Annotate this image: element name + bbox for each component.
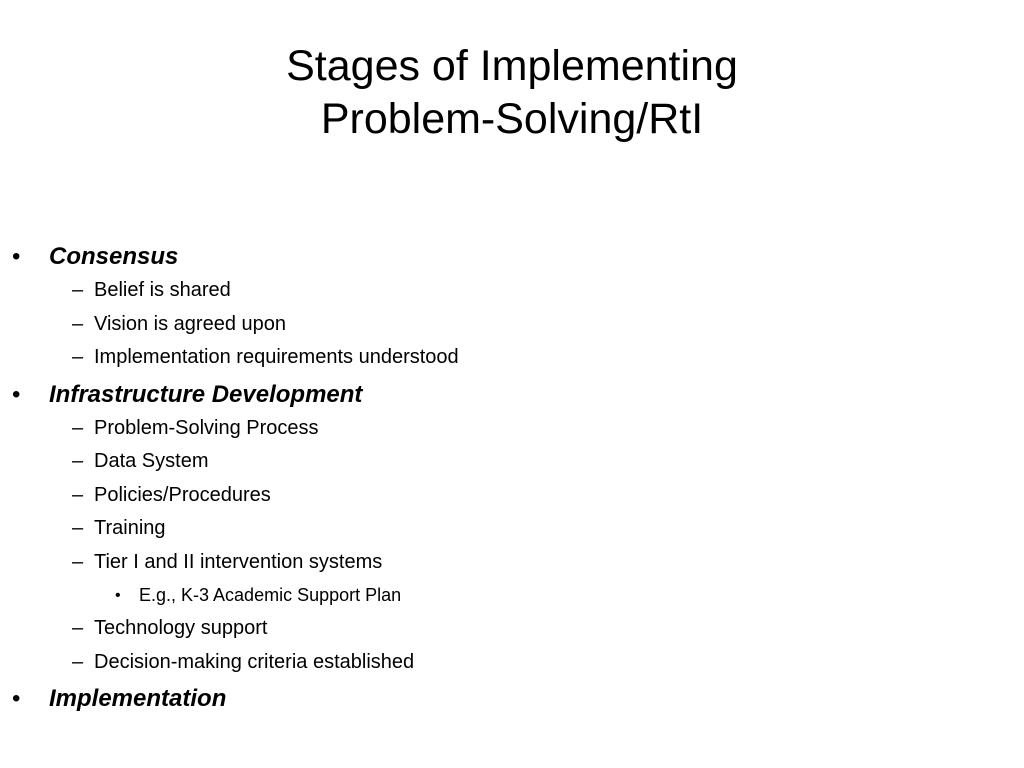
dash-icon: – <box>72 346 84 368</box>
dash-icon: – <box>72 550 84 573</box>
slide-title <box>0 40 1024 146</box>
bullet-icon: • <box>12 243 21 270</box>
sub-bullet-text: Training <box>94 517 166 539</box>
dash-icon: – <box>72 650 84 673</box>
sub-bullet <box>0 445 1024 479</box>
sub-sub-bullet-text: E.g., K-3 Academic Support Plan <box>139 585 402 605</box>
bullet-heading: Infrastructure Development <box>49 380 363 408</box>
sub-bullet <box>0 308 1024 342</box>
bullet-icon: • <box>12 685 21 712</box>
sub-bullet-text: Technology support <box>94 617 268 639</box>
sub-bullet <box>0 341 1024 375</box>
sub-bullet <box>0 412 1024 446</box>
sub-bullet <box>0 612 1024 646</box>
bullet-heading: Implementation <box>49 685 227 712</box>
slide-title-line-2: Problem-Solving/RtI <box>320 95 704 143</box>
dash-icon: – <box>72 483 84 506</box>
sub-bullet-text: Belief is shared <box>94 279 231 301</box>
dash-icon: – <box>72 617 84 639</box>
dash-icon: – <box>72 416 84 439</box>
sub-bullet <box>0 646 1024 680</box>
bullet-list <box>0 240 1024 716</box>
sub-bullet-text: Problem-Solving Process <box>94 416 319 439</box>
sub-bullet-text: Decision-making criteria established <box>94 650 415 673</box>
sub-bullet-text: Policies/Procedures <box>94 483 271 506</box>
sub-bullet-text: Data System <box>94 450 209 472</box>
bullet-icon: • <box>12 380 21 408</box>
sub-sub-bullet <box>0 579 1024 612</box>
sub-bullet-text: Implementation requirements understood <box>94 346 459 368</box>
dash-icon: – <box>72 450 84 472</box>
bullet-consensus <box>0 240 1024 274</box>
sub-bullet <box>0 274 1024 308</box>
dash-icon: – <box>72 517 84 539</box>
sub-bullet-text: Vision is agreed upon <box>94 312 286 335</box>
dash-icon: – <box>72 312 84 335</box>
bullet-heading: Consensus <box>49 243 179 270</box>
bullet-infrastructure-development <box>0 378 1024 412</box>
bullet-implementation <box>0 682 1024 716</box>
bullet-icon: • <box>115 587 121 604</box>
sub-bullet <box>0 479 1024 513</box>
dash-icon: – <box>72 279 84 301</box>
slide-title-line-1: Stages of Implementing <box>286 42 738 90</box>
sub-bullet-text: Tier I and II intervention systems <box>94 550 383 573</box>
sub-bullet <box>0 512 1024 546</box>
sub-bullet <box>0 546 1024 580</box>
